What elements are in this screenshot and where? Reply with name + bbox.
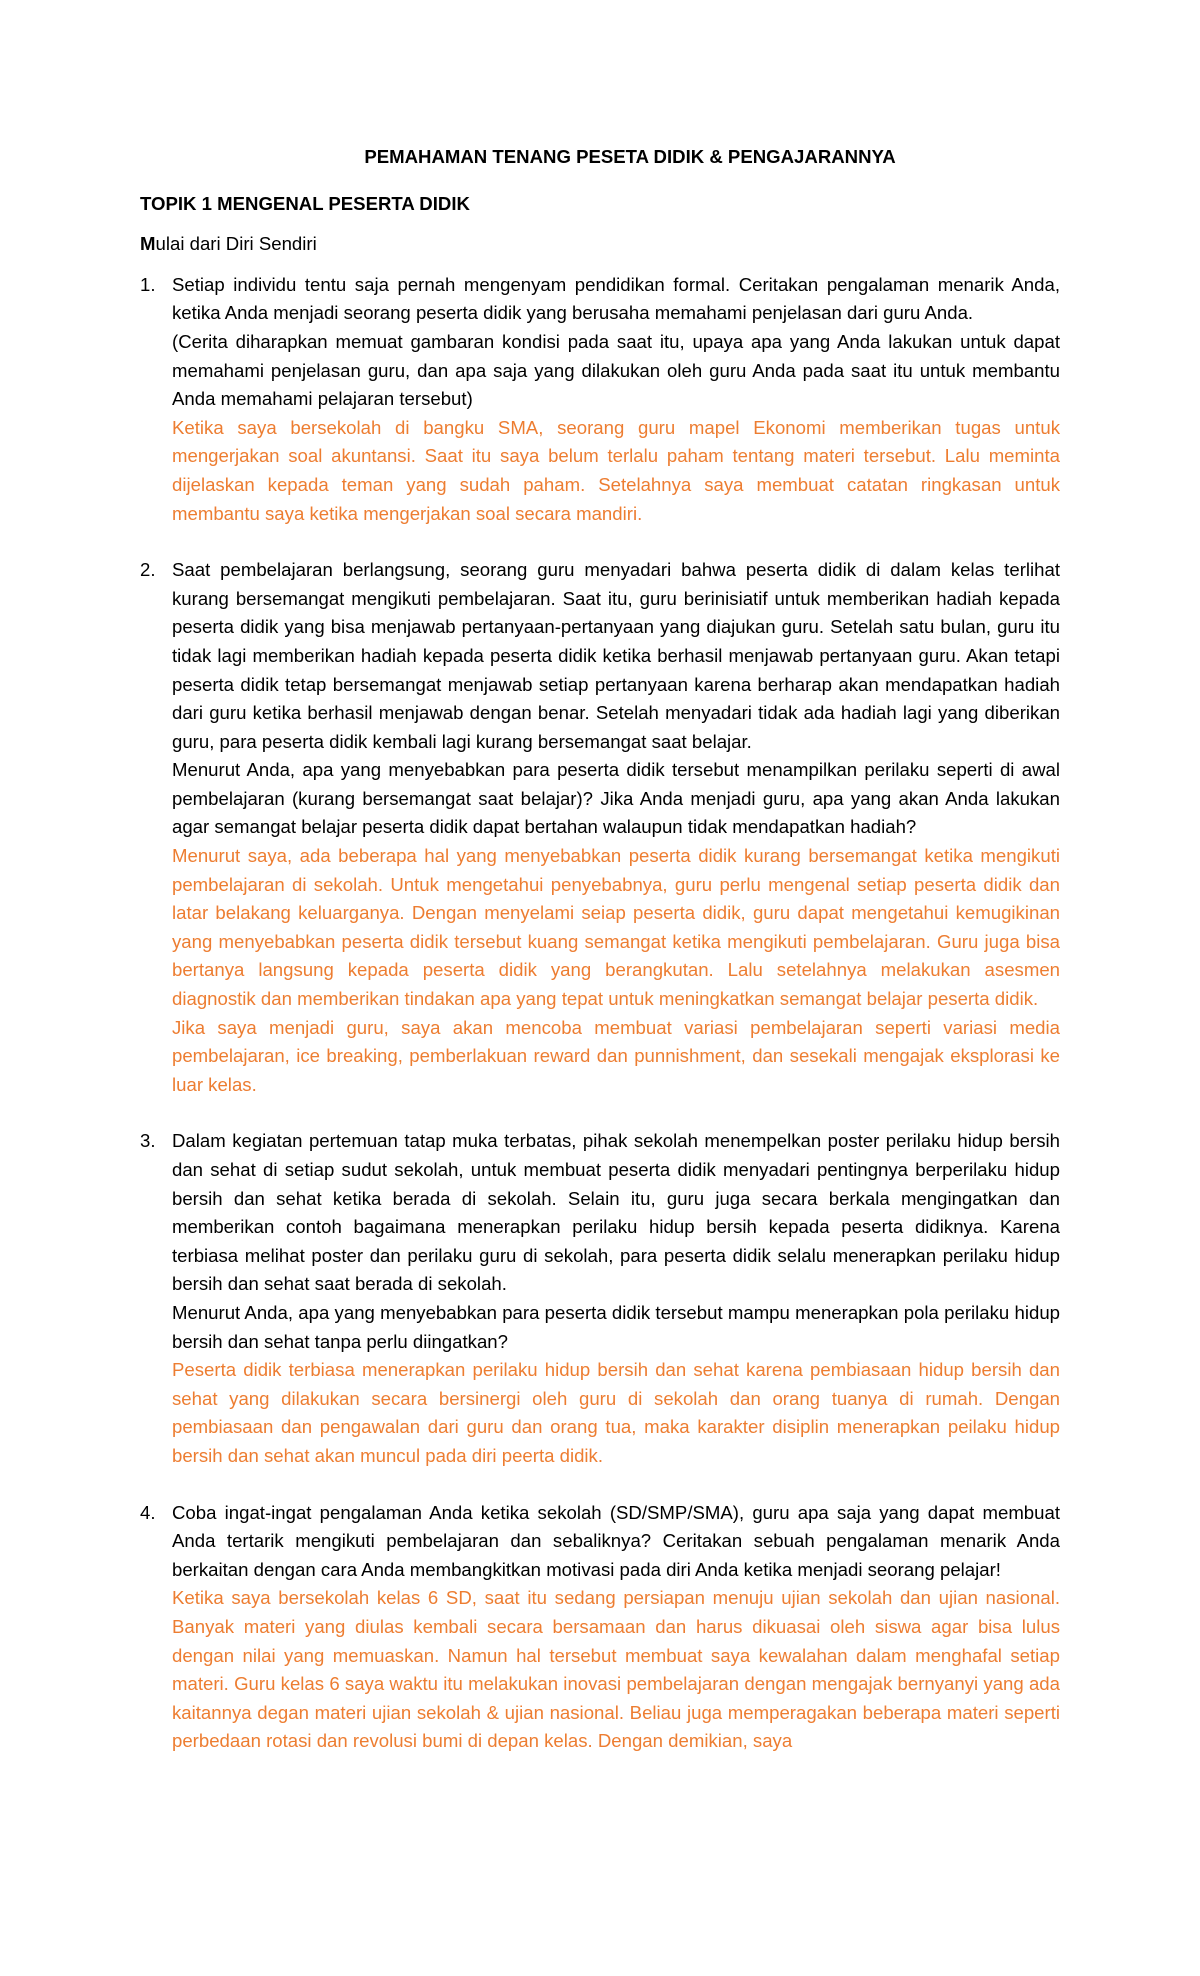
question-number: 3. xyxy=(140,1130,156,1152)
question-number: 1. xyxy=(140,273,156,295)
answer-paragraph: Peserta didik terbiasa menerapkan perilaku hidup bersih dan sehat karena pembiasaan hidup bersih dan sehat yang dilakukan secara bersinergi oleh guru di sekolah dan orang tuanya di rumah. Dengan pembiasaan dan pengawalan dari guru dan orang tua, maka karakter disiplin menerapkan peilaku hidup bersih dan sehat akan muncul pada diri peerta didik. xyxy=(172,1359,1060,1466)
document-title: PEMAHAMAN TENANG PESETA DIDIK & PENGAJARANNYA xyxy=(364,146,896,167)
answer-paragraph: Ketika saya bersekolah di bangku SMA, seorang guru mapel Ekonomi memberikan tugas untuk mengerjakan soal akuntansi. Saat itu saya belum terlalu paham tentang materi tersebut. Lalu meminta dijelaskan kepada teman yang sudah paham. Setelahnya saya membuat catatan ringkasan untuk membantu saya ketika mengerjakan soal secara mandiri. xyxy=(172,416,1060,524)
question-guideline: (Cerita diharapkan memuat gambaran kondisi pada saat itu, upaya apa yang Anda lakukan untuk dapat memahami penjelasan guru, dan apa saja yang dilakukan oleh guru Anda pada saat itu untuk membantu Anda memahami pelajaran tersebut) xyxy=(172,330,1060,410)
question-item xyxy=(140,556,1060,1099)
section-subtitle xyxy=(140,230,1060,259)
question-list xyxy=(140,271,1060,1756)
question-item xyxy=(140,1127,1060,1470)
subtitle-initial: M xyxy=(140,233,156,255)
question-item xyxy=(140,271,1060,528)
question-number: 4. xyxy=(140,1501,156,1523)
question-scenario: Dalam kegiatan pertemuan tatap muka terbatas, pihak sekolah menempelkan poster perilaku hidup bersih dan sehat di setiap sudut sekolah, untuk membuat peserta didik menyadari pentingnya berperilaku hidup bersih dan sehat ketika berada di sekolah. Selain itu, guru juga secara berkala mengingatkan dan memberikan contoh bagaimana menerapkan perilaku hidup bersih kepada peserta didiknya. Karena terbiasa melihat poster dan perilaku guru di sekolah, para peserta didik selalu menerapkan perilaku hidup bersih dan sehat saat berada di sekolah. xyxy=(172,1130,1060,1295)
question-prompt: Menurut Anda, apa yang menyebabkan para peserta didik tersebut menampilkan perilaku seperti di awal pembelajaran (kurang bersemangat saat belajar)? Jika Anda menjadi guru, apa yang akan Anda lakukan agar semangat belajar peserta didik dapat bertahan walaupun tidak mendapatkan hadiah? xyxy=(172,759,1060,838)
question-item xyxy=(140,1499,1060,1756)
question-prompt: Coba ingat-ingat pengalaman Anda ketika sekolah (SD/SMP/SMA), guru apa saja yang dapat membuat Anda tertarik mengikuti pembelajaran dan sebaliknya? Ceritakan sebuah pengalaman menarik Anda berkaitan dengan cara Anda membangkitkan motivasi pada diri Anda ketika menjadi seorang pelajar! xyxy=(172,1501,1060,1580)
answer-paragraph: Jika saya menjadi guru, saya akan mencoba membuat variasi pembelajaran seperti variasi media pembelajaran, ice breaking, pemberlakuan reward dan punnishment, dan sesekali mengajak eksplorasi ke luar kelas. xyxy=(172,1016,1060,1095)
question-prompt: Setiap individu tentu saja pernah mengenyam pendidikan formal. Ceritakan pengalaman menarik Anda, ketika Anda menjadi seorang peserta didik yang berusaha memahami penjelasan dari guru Anda. xyxy=(172,273,1060,324)
question-scenario: Saat pembelajaran berlangsung, seorang guru menyadari bahwa peserta didik di dalam kelas terlihat kurang bersemangat mengikuti pembelajaran. Saat itu, guru berinisiatif untuk memberikan hadiah kepada peserta didik yang bisa menjawab pertanyaan-pertanyaan yang diajukan guru. Setelah satu bulan, guru itu tidak lagi memberikan hadiah kepada peserta didik ketika berhasil menjawab pertanyaan guru. Akan tetapi peserta didik tetap bersemangat menjawab setiap pertanyaan karena berharap akan mendapatkan hadiah dari guru ketika berhasil menjawab dengan benar. Setelah menyadari tidak ada hadiah lagi yang diberikan guru, para peserta didik kembali lagi kurang bersemangat saat belajar. xyxy=(172,559,1060,752)
question-number: 2. xyxy=(140,559,156,581)
answer-paragraph: Ketika saya bersekolah kelas 6 SD, saat itu sedang persiapan menuju ujian sekolah dan ujian nasional. Banyak materi yang diulas kembali secara bersamaan dan harus dikuasai oleh siswa agar bisa lulus dengan nilai yang memuaskan. Namun hal tersebut membuat saya kewalahan dalam menghafal setiap materi. Guru kelas 6 saya waktu itu melakukan inovasi pembelajaran dengan mengajak bernyanyi yang ada kaitannya degan materi ujian sekolah & ujian nasional. Beliau juga memperagakan beberapa materi seperti perbedaan rotasi dan revolusi bumi di depan kelas. Dengan demikian, saya xyxy=(172,1587,1060,1752)
subtitle-rest: ulai dari Diri Sendiri xyxy=(155,233,317,255)
question-prompt: Menurut Anda, apa yang menyebabkan para peserta didik tersebut mampu menerapkan pola perilaku hidup bersih dan sehat tanpa perlu diingatkan? xyxy=(172,1301,1060,1352)
answer-paragraph: Menurut saya, ada beberapa hal yang menyebabkan peserta didik kurang bersemangat ketika mengikuti pembelajaran di sekolah. Untuk mengetahui penyebabnya, guru perlu mengenal setiap peserta didik dan latar belakang keluarganya. Dengan menyelami seiap peserta didik, guru dapat mengetahui kemugikinan yang menyebabkan peserta didik tersebut kuang semangat ketika mengikuti pembelajaran. Guru juga bisa bertanya langsung kepada peserta didik yang berangkutan. Lalu setelahnya melakukan asesmen diagnostik dan memberikan tindakan apa yang tepat untuk meningkatkan semangat belajar peserta didik. xyxy=(172,845,1060,1010)
topic-heading: TOPIK 1 MENGENAL PESERTA DIDIK xyxy=(140,192,470,214)
